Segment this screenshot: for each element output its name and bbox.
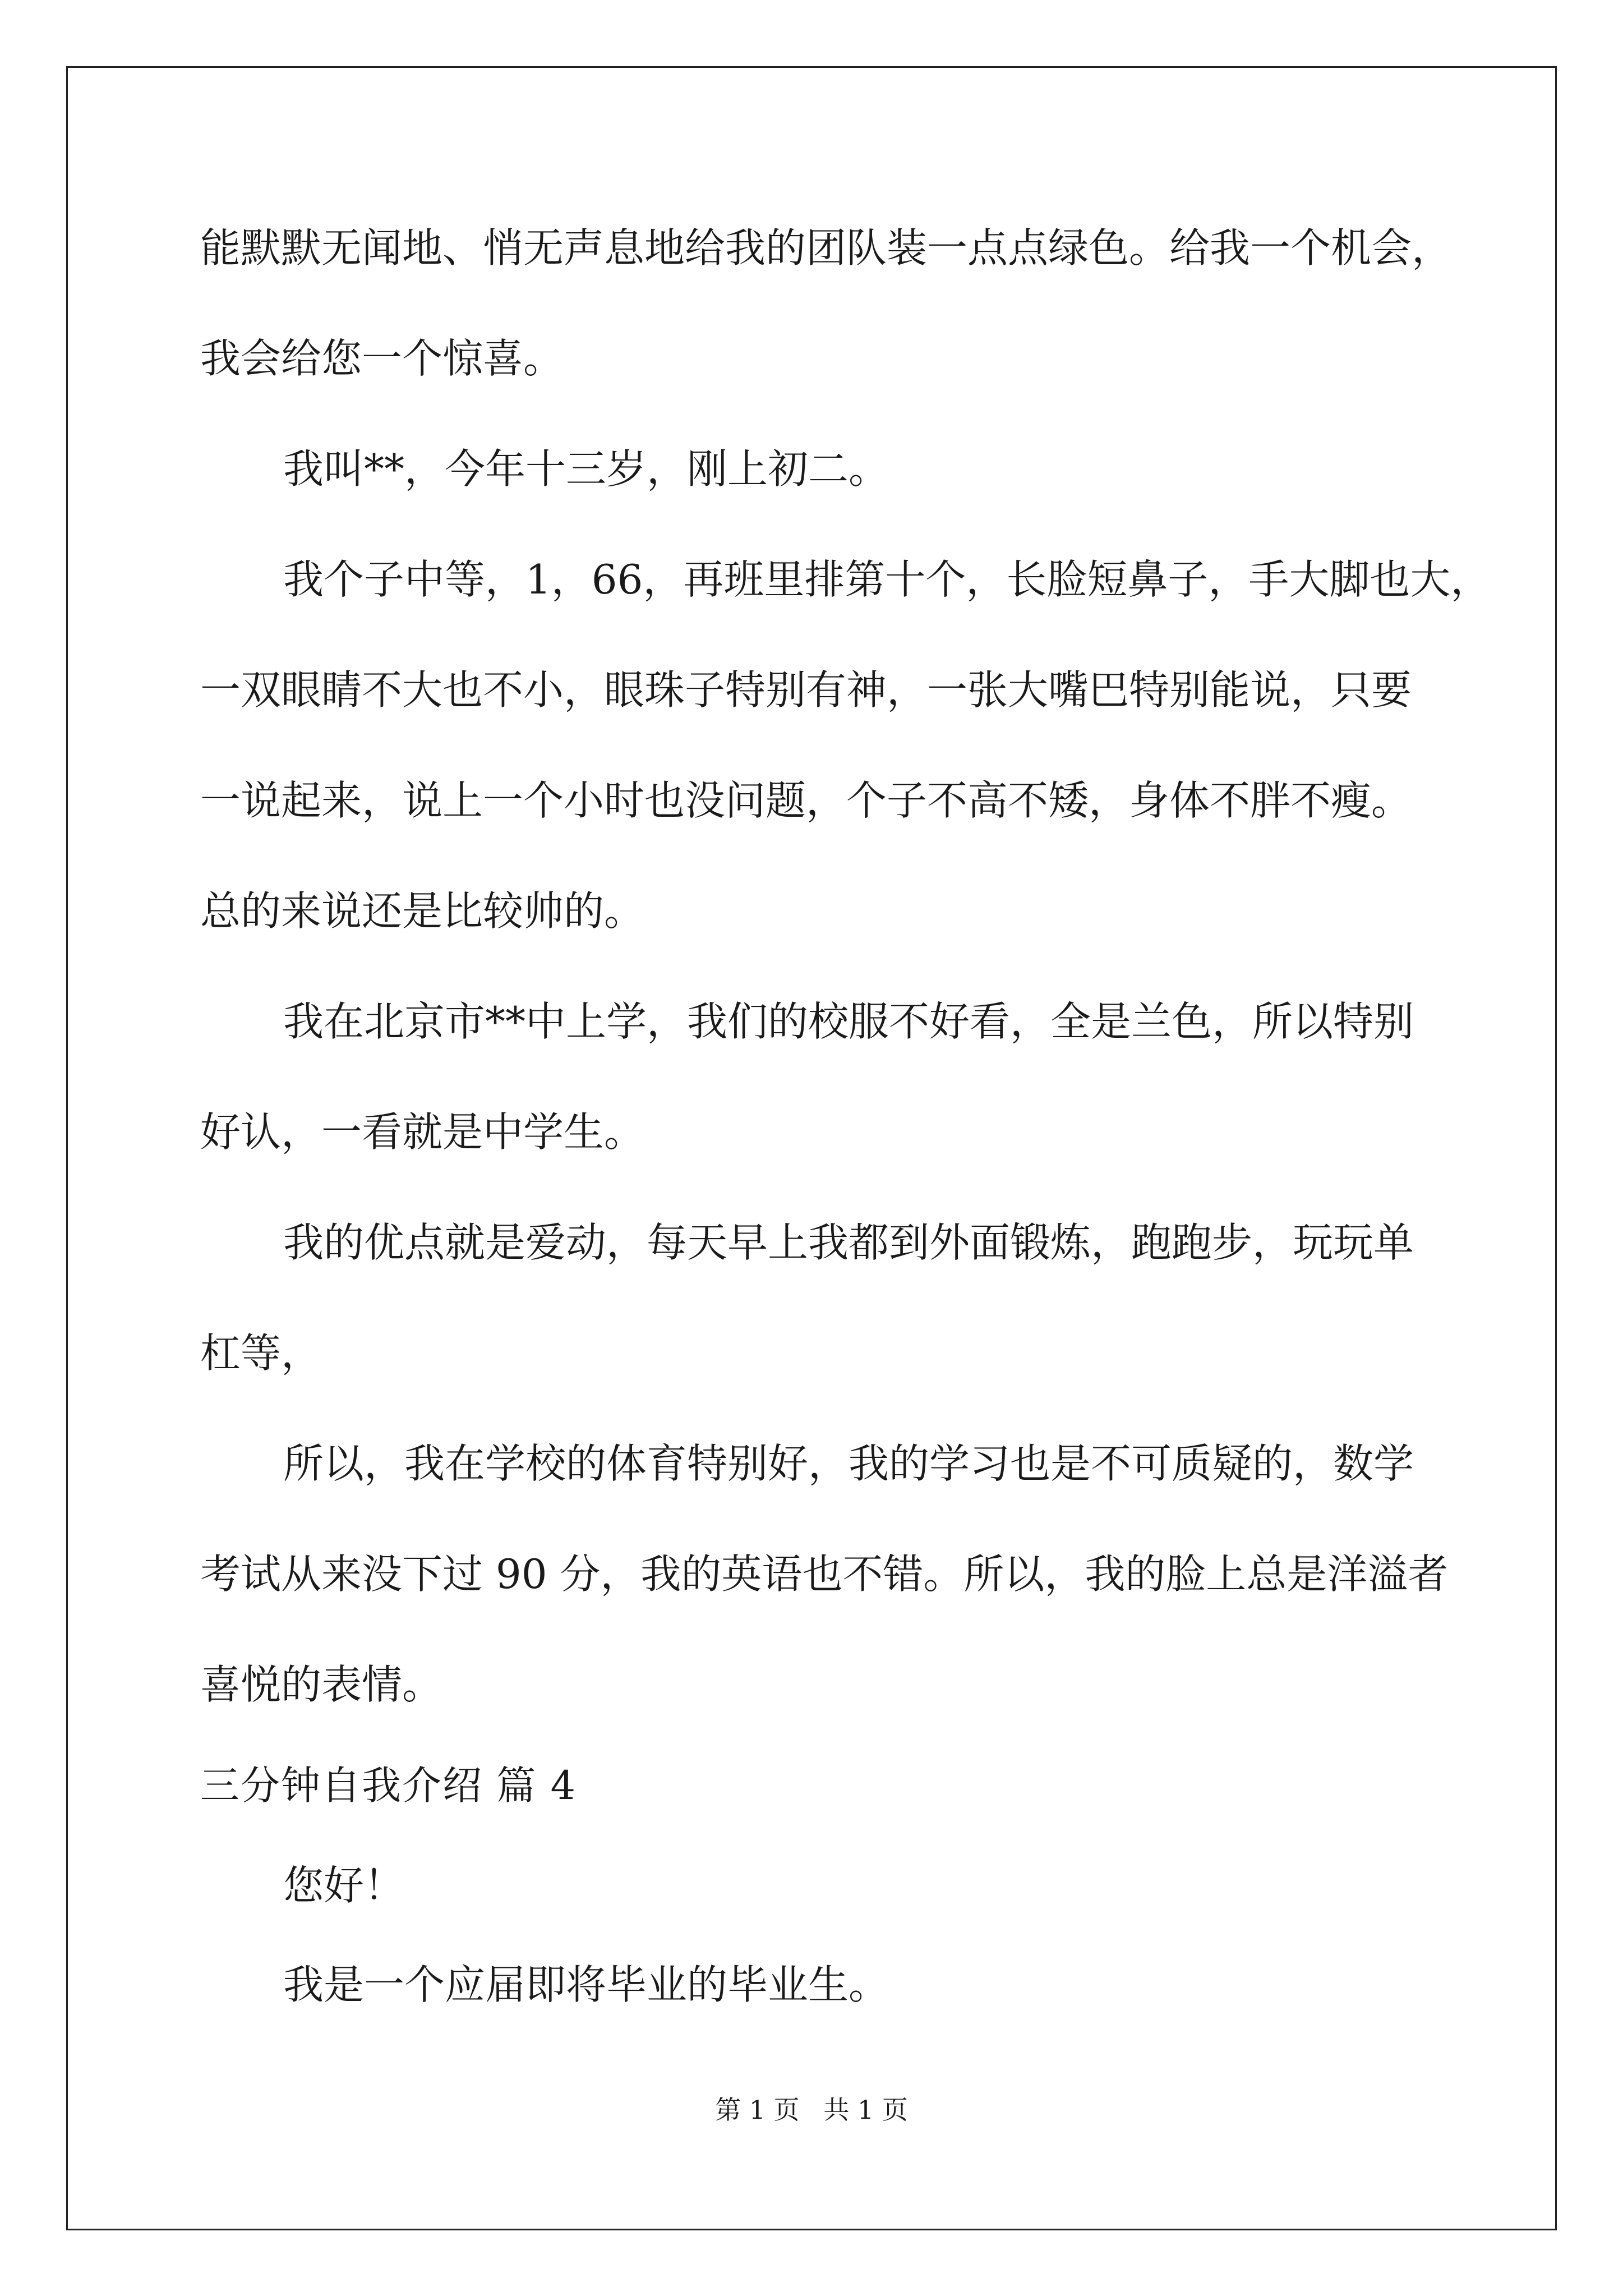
text-line: 杠等， (200, 1329, 322, 1377)
text-line: 我是一个应届即将毕业的毕业生。 (283, 1961, 889, 2008)
text-line: 我在北京市**中上学，我们的校服不好看，全是兰色，所以特别 (283, 998, 1414, 1045)
text-line: 一双眼睛不大也不小，眼珠子特别有神，一张大嘴巴特别能说，只要 (200, 666, 1412, 714)
page-footer (0, 2097, 1623, 2123)
page-number: 第 1 页 (715, 2095, 800, 2125)
text-line: 您好！ (283, 1862, 405, 1909)
text-line: 我的优点就是爱动，每天早上我都到外面锻炼，跑跑步，玩玩单 (283, 1219, 1414, 1266)
text-line: 能默默无闻地、悄无声息地给我的团队装一点点绿色。给我一个机会， (200, 224, 1453, 272)
text-line: 喜悦的表情。 (200, 1661, 443, 1708)
text-line: 我会给您一个惊喜。 (200, 335, 564, 382)
text-line: 一说起来，说上一个小时也没问题，个子不高不矮，身体不胖不瘦。 (200, 777, 1412, 824)
text-line: 总的来说还是比较帅的。 (200, 887, 645, 935)
text-line: 所以，我在学校的体育特别好，我的学习也是不可质疑的，数学 (283, 1440, 1414, 1487)
text-line: 我个子中等，1，66，再班里排第十个，长脸短鼻子，手大脚也大， (283, 556, 1491, 603)
text-line: 考试从来没下过 90 分，我的英语也不错。所以，我的脸上总是洋溢者 (200, 1550, 1449, 1598)
text-line: 我叫**，今年十三岁，刚上初二。 (283, 445, 889, 493)
text-line: 好认，一看就是中学生。 (200, 1108, 645, 1156)
page-total: 共 1 页 (823, 2095, 908, 2125)
section-heading: 三分钟自我介绍 篇 4 (200, 1763, 577, 1809)
